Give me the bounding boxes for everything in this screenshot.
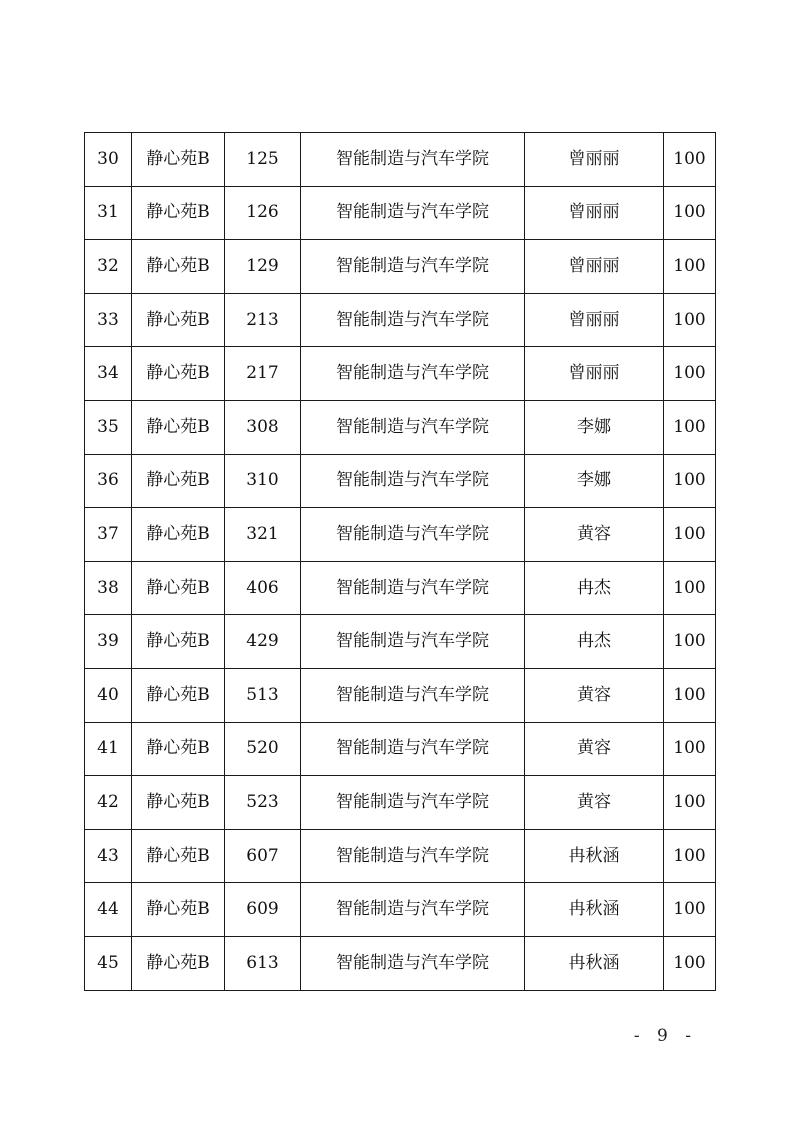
row-number-cell: 37 (85, 508, 132, 562)
college-cell: 智能制造与汽车学院 (301, 561, 525, 615)
manager-cell: 曾丽丽 (525, 293, 664, 347)
college-cell: 智能制造与汽车学院 (301, 347, 525, 401)
room-cell: 129 (225, 240, 301, 294)
row-number-cell: 35 (85, 400, 132, 454)
table-body (85, 133, 716, 991)
building-cell: 静心苑B (132, 400, 225, 454)
manager-cell: 冉秋涵 (525, 829, 664, 883)
score-cell: 100 (664, 133, 716, 187)
manager-cell: 黄容 (525, 776, 664, 830)
score-cell: 100 (664, 936, 716, 990)
score-cell: 100 (664, 829, 716, 883)
room-cell: 213 (225, 293, 301, 347)
room-cell: 429 (225, 615, 301, 669)
manager-cell: 黄容 (525, 722, 664, 776)
room-cell: 310 (225, 454, 301, 508)
row-number-cell: 38 (85, 561, 132, 615)
table-row (85, 615, 716, 669)
table-row (85, 347, 716, 401)
score-cell: 100 (664, 508, 716, 562)
manager-cell: 冉杰 (525, 561, 664, 615)
score-cell: 100 (664, 668, 716, 722)
room-cell: 513 (225, 668, 301, 722)
building-cell: 静心苑B (132, 454, 225, 508)
room-cell: 126 (225, 186, 301, 240)
college-cell: 智能制造与汽车学院 (301, 883, 525, 937)
score-cell: 100 (664, 561, 716, 615)
college-cell: 智能制造与汽车学院 (301, 186, 525, 240)
manager-cell: 李娜 (525, 400, 664, 454)
building-cell: 静心苑B (132, 883, 225, 937)
manager-cell: 冉杰 (525, 615, 664, 669)
table-row (85, 776, 716, 830)
score-cell: 100 (664, 293, 716, 347)
manager-cell: 李娜 (525, 454, 664, 508)
row-number-cell: 42 (85, 776, 132, 830)
manager-cell: 曾丽丽 (525, 347, 664, 401)
college-cell: 智能制造与汽车学院 (301, 293, 525, 347)
manager-cell: 曾丽丽 (525, 133, 664, 187)
row-number-cell: 43 (85, 829, 132, 883)
manager-cell: 冉秋涵 (525, 883, 664, 937)
room-cell: 125 (225, 133, 301, 187)
table-row (85, 240, 716, 294)
row-number-cell: 39 (85, 615, 132, 669)
score-cell: 100 (664, 186, 716, 240)
college-cell: 智能制造与汽车学院 (301, 400, 525, 454)
score-cell: 100 (664, 615, 716, 669)
building-cell: 静心苑B (132, 186, 225, 240)
building-cell: 静心苑B (132, 561, 225, 615)
manager-cell: 黄容 (525, 668, 664, 722)
table-row (85, 186, 716, 240)
score-cell: 100 (664, 776, 716, 830)
building-cell: 静心苑B (132, 347, 225, 401)
table-row (85, 936, 716, 990)
building-cell: 静心苑B (132, 936, 225, 990)
row-number-cell: 30 (85, 133, 132, 187)
dormitory-score-table (84, 132, 716, 991)
building-cell: 静心苑B (132, 133, 225, 187)
score-cell: 100 (664, 454, 716, 508)
row-number-cell: 36 (85, 454, 132, 508)
row-number-cell: 44 (85, 883, 132, 937)
row-number-cell: 32 (85, 240, 132, 294)
college-cell: 智能制造与汽车学院 (301, 668, 525, 722)
building-cell: 静心苑B (132, 240, 225, 294)
college-cell: 智能制造与汽车学院 (301, 133, 525, 187)
college-cell: 智能制造与汽车学院 (301, 776, 525, 830)
building-cell: 静心苑B (132, 776, 225, 830)
table-row (85, 133, 716, 187)
manager-cell: 冉秋涵 (525, 936, 664, 990)
room-cell: 613 (225, 936, 301, 990)
building-cell: 静心苑B (132, 615, 225, 669)
table-row (85, 829, 716, 883)
college-cell: 智能制造与汽车学院 (301, 936, 525, 990)
score-cell: 100 (664, 883, 716, 937)
college-cell: 智能制造与汽车学院 (301, 508, 525, 562)
college-cell: 智能制造与汽车学院 (301, 829, 525, 883)
building-cell: 静心苑B (132, 508, 225, 562)
score-cell: 100 (664, 400, 716, 454)
table-row (85, 454, 716, 508)
room-cell: 607 (225, 829, 301, 883)
room-cell: 523 (225, 776, 301, 830)
building-cell: 静心苑B (132, 829, 225, 883)
building-cell: 静心苑B (132, 293, 225, 347)
table-row (85, 722, 716, 776)
building-cell: 静心苑B (132, 668, 225, 722)
college-cell: 智能制造与汽车学院 (301, 240, 525, 294)
room-cell: 321 (225, 508, 301, 562)
table-row (85, 293, 716, 347)
table-row (85, 883, 716, 937)
college-cell: 智能制造与汽车学院 (301, 722, 525, 776)
score-cell: 100 (664, 347, 716, 401)
table-row (85, 561, 716, 615)
college-cell: 智能制造与汽车学院 (301, 615, 525, 669)
score-cell: 100 (664, 722, 716, 776)
room-cell: 217 (225, 347, 301, 401)
manager-cell: 曾丽丽 (525, 186, 664, 240)
row-number-cell: 40 (85, 668, 132, 722)
table-row (85, 668, 716, 722)
row-number-cell: 33 (85, 293, 132, 347)
manager-cell: 黄容 (525, 508, 664, 562)
score-cell: 100 (664, 240, 716, 294)
building-cell: 静心苑B (132, 722, 225, 776)
row-number-cell: 41 (85, 722, 132, 776)
room-cell: 308 (225, 400, 301, 454)
page-number: - 9 - (633, 1026, 697, 1046)
room-cell: 520 (225, 722, 301, 776)
manager-cell: 曾丽丽 (525, 240, 664, 294)
table-row (85, 400, 716, 454)
row-number-cell: 45 (85, 936, 132, 990)
row-number-cell: 31 (85, 186, 132, 240)
table-row (85, 508, 716, 562)
row-number-cell: 34 (85, 347, 132, 401)
room-cell: 406 (225, 561, 301, 615)
room-cell: 609 (225, 883, 301, 937)
college-cell: 智能制造与汽车学院 (301, 454, 525, 508)
